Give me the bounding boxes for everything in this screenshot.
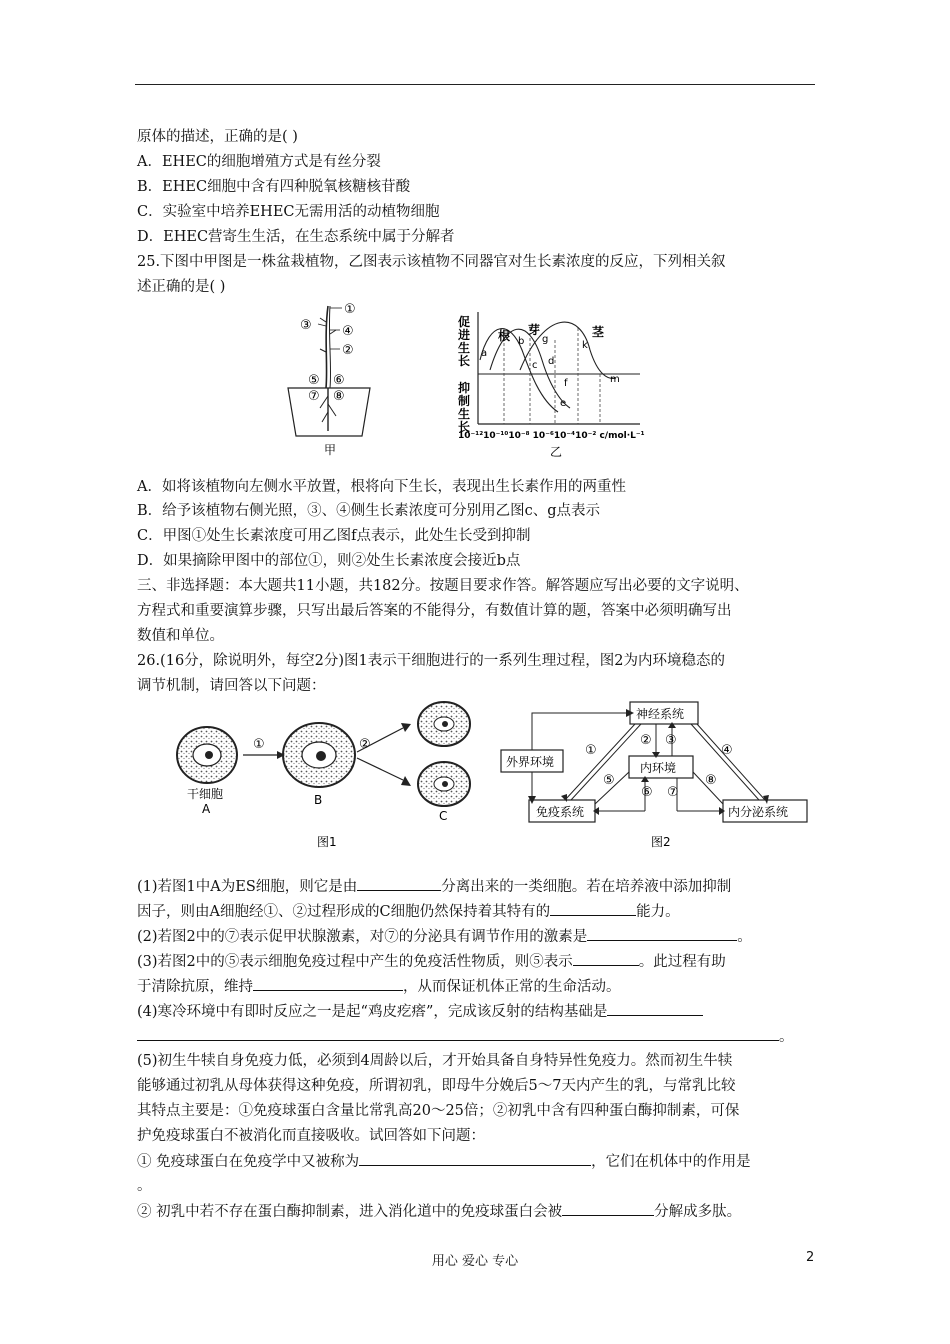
fig1-label-c: C [439,809,448,823]
fig2-caption: 图2 [651,835,671,849]
yi-y-bot-3: 长 [458,420,471,434]
q26-p1b: 分离出来的一类细胞。若在培养液中添加抑制 [441,879,732,895]
q26-p1c: 因子，则由A细胞经①、②过程形成的C细胞仍然保持着其特有的 [137,904,551,920]
answer-blank-3[interactable] [587,926,737,941]
q26-p5-line1: (5)初生牛犊自身免疫力低，必须到4周龄以后，才开始具备自身特异性免疫力。然而初生牛犊 [137,1053,733,1069]
q26-p5-line3: 其特点主要是：①免疫球蛋白含量比常乳高20～25倍；②初乳中含有四种蛋白酶抑制素，可保 [137,1103,740,1119]
fig1-arrow-2: ② [359,737,371,752]
q26-p5e: ① 免疫球蛋白在免疫学中又被称为 [137,1154,360,1170]
point-a: a [481,348,488,359]
box-endocrine-label: 内分泌系统 [728,805,789,819]
curve-label-bud: 芽 [528,323,541,337]
yi-y-top-2: 生 [458,341,471,355]
yi-y-top-3: 长 [458,354,471,368]
answer-blank-6-cont[interactable] [137,1026,779,1041]
fig2-num-2: ② [640,733,652,748]
q26-p4b: 。 [779,1029,794,1045]
figure-yi-auxin-curves [450,300,675,462]
q26-p5-line2: 能够通过初乳从母体获得这种免疫，所谓初乳，即母牛分娩后5～7天内产生的乳，与常乳比较 [137,1078,736,1094]
answer-blank-1[interactable] [357,876,441,891]
jia-label-7: ⑦ [308,389,320,404]
yi-y-bot-0: 抑 [458,381,471,395]
box-immune-label: 免疫系统 [536,805,585,819]
q26-stem-line1: 26.(16分，除说明外，每空2分)图1表示干细胞进行的一系列生理过程，图2为内环境稳态的 [137,653,725,669]
q26-p2a: (2)若图2中的⑦表示促甲状腺激素，对⑦的分泌具有调节作用的激素是 [137,929,588,945]
answer-blank-7[interactable] [359,1151,591,1166]
jia-label-1: ① [344,302,356,317]
q24-option-a: A．EHEC的细胞增殖方式是有丝分裂 [137,154,381,170]
q26-p3a: (3)若图2中的⑤表示细胞免疫过程中产生的免疫活性物质，则⑤表示 [137,954,573,970]
section3-line1: 三、非选择题：本大题共11小题，共182分。按题目要求作答。解答题应写出必要的文字说明、 [137,578,749,594]
q26-p5-line4: 护免疫球蛋白不被消化而直接吸收。试回答如下问题： [137,1128,485,1144]
q26-p4a: (4)寒冷环境中有即时反应之一是起“鸡皮疙瘩”，完成该反射的结构基础是 [137,1004,608,1020]
point-d: d [548,356,555,367]
q26-p1a: (1)若图1中A为ES细胞，则它是由 [137,879,358,895]
yi-y-top-1: 进 [458,328,471,342]
box-external-label: 外界环境 [506,755,555,769]
fig1-label-a: A [202,802,211,816]
point-c: c [532,360,538,371]
point-k: k [582,340,588,351]
figure-jia-plant [280,296,390,458]
jia-label-6: ⑥ [333,373,345,388]
yi-y-top-0: 促 [458,315,471,329]
figure-1-stem-cells [165,700,485,852]
q26-p3c: 于清除抗原，维持 [137,979,253,995]
fig2-num-8: ⑧ [705,773,717,788]
q25-option-a: A．如将该植物向左侧水平放置，根将向下生长，表现出生长素作用的两重性 [137,479,626,495]
jia-label-2: ② [342,343,354,358]
q26-p2 [137,926,752,947]
point-f: f [564,378,568,389]
fig2-num-7: ⑦ [667,785,679,800]
yi-y-bot-2: 生 [458,407,471,421]
point-m: m [610,374,620,385]
jia-label-5: ⑤ [308,373,320,388]
figure-2-homeostasis [495,696,815,854]
q26-p3-line2 [137,976,621,997]
jia-label-3: ③ [300,318,312,333]
q26-p3-line1 [137,951,726,972]
footer-slogan: 用心 爱心 专心 [431,1254,519,1269]
fig1-arrow-1: ① [253,737,265,752]
q24-option-d: D．EHEC营寄生生活，在生态系统中属于分解者 [137,229,455,245]
q24-option-b: B．EHEC细胞中含有四种脱氧核糖核苷酸 [137,179,411,195]
point-e: e [560,398,567,409]
fig2-num-3: ③ [665,733,677,748]
fig1-label-b: B [314,793,323,807]
fig1-label-stemcell: 干细胞 [187,787,224,801]
page-number: 2 [806,1250,815,1265]
q26-p1d: 能力。 [636,904,680,920]
point-g: g [542,334,549,345]
q24-stem: 原体的描述，正确的是( ) [137,129,298,145]
q26-p3b: 。此过程有助 [638,954,726,970]
q26-p3d: ，从而保证机体正常的生命活动。 [403,979,621,995]
answer-blank-8[interactable] [562,1201,654,1216]
yi-x-axis-label: 10⁻¹²10⁻¹⁰10⁻⁸ 10⁻⁶10⁻⁴10⁻² c/mol·L⁻¹ [458,431,645,441]
q26-p5h: ② 初乳中若不存在蛋白酶抑制素，进入消化道中的免疫球蛋白会被 [137,1204,563,1220]
curve-label-root: 根 [498,329,511,343]
q26-p4-line1 [137,1001,703,1022]
q26-p5i: 分解成多肽。 [654,1204,742,1220]
yi-caption: 乙 [550,445,563,459]
point-b: b [518,336,525,347]
header-rule [135,84,815,85]
q26-p5-line5 [137,1151,751,1172]
q25-option-c: C．甲图①处生长素浓度可用乙图f点表示，此处生长受到抑制 [137,528,531,544]
fig2-num-6: ⑥ [641,785,653,800]
answer-blank-2[interactable] [550,901,636,916]
q26-p5-line7 [137,1201,741,1222]
q26-p5f: ，它们在机体中的作用是 [591,1154,751,1170]
q24-option-c: C．实验室中培养EHEC无需用活的动植物细胞 [137,204,440,220]
jia-label-8: ⑧ [333,389,345,404]
q26-stem-line2: 调节机制，请回答以下问题： [137,678,326,694]
answer-blank-6[interactable] [607,1001,703,1016]
curve-label-stem: 茎 [592,325,605,339]
q26-p1-line2 [137,901,680,922]
answer-blank-4[interactable] [573,951,639,966]
jia-caption: 甲 [324,443,337,457]
q25-stem-line1: 25.下图中甲图是一株盆栽植物，乙图表示该植物不同器官对生长素浓度的反应，下列相关叙 [137,254,726,270]
q25-stem-line2: 述正确的是( ) [137,279,226,295]
q26-p1-line1 [137,876,731,897]
section3-line2: 方程式和重要演算步骤，只写出最后答案的不能得分，有数值计算的题，答案中必须明确写出 [137,603,732,619]
fig2-num-5: ⑤ [603,773,615,788]
fig2-num-4: ④ [721,743,733,758]
yi-y-bot-1: 制 [458,394,471,408]
q26-p2b: 。 [737,929,752,945]
jia-label-4: ④ [342,324,354,339]
fig2-num-1: ① [585,743,597,758]
answer-blank-5[interactable] [253,976,403,991]
q25-option-d: D．如果摘除甲图中的部位①，则②处生长素浓度会接近b点 [137,553,521,569]
fig1-caption: 图1 [317,835,337,849]
q26-p5-line6: 。 [137,1178,152,1194]
q25-option-b: B．给予该植物右侧光照，③、④侧生长素浓度可分别用乙图c、g点表示 [137,503,601,519]
box-internal-label: 内环境 [640,761,677,775]
section3-line3: 数值和单位。 [137,628,224,644]
q26-p4-line2 [137,1026,794,1047]
box-nerve-label: 神经系统 [636,707,685,721]
